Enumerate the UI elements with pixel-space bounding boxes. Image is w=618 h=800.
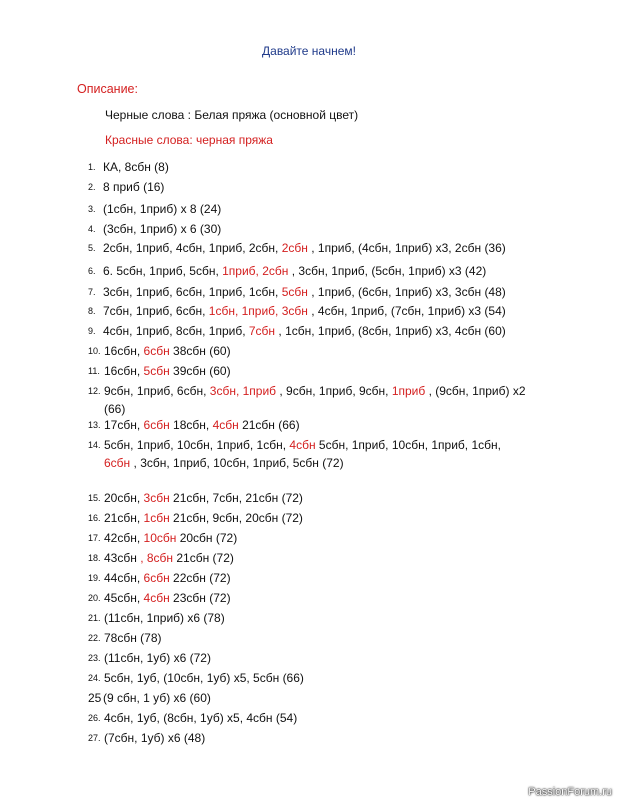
white-yarn-text: 20сбн, <box>104 491 144 505</box>
white-yarn-text: 5сбн, 1приб, 10сбн, 1приб, 1сбн, <box>315 438 501 452</box>
row-number: 5. <box>88 243 96 253</box>
row-number: 7. <box>88 287 96 297</box>
white-yarn-text: 78сбн (78) <box>104 631 162 645</box>
row-text <box>103 158 528 176</box>
row-number: 24. <box>88 673 101 683</box>
legend-red-words: Красные слова: черная пряжа <box>105 133 273 147</box>
row-number: 26. <box>88 713 101 723</box>
red-yarn-text: 1сбн, 1приб, 3сбн <box>208 304 308 318</box>
instruction-row <box>88 629 528 647</box>
row-number: 27. <box>88 733 101 743</box>
row-text <box>104 569 528 587</box>
row-text <box>104 589 528 607</box>
row-number: 9. <box>88 326 96 336</box>
white-yarn-text: 22сбн (72) <box>169 571 231 585</box>
white-yarn-text: , 9сбн, 1приб, 9сбн, <box>276 384 392 398</box>
white-yarn-text: 39сбн (60) <box>169 364 231 378</box>
row-text <box>103 322 528 340</box>
instruction-row <box>88 158 528 176</box>
instruction-row <box>88 509 528 527</box>
instruction-row <box>88 569 528 587</box>
instruction-row <box>88 709 528 727</box>
row-number: 16. <box>88 513 101 523</box>
white-yarn-text: 16сбн, <box>104 364 144 378</box>
row-text <box>103 302 528 320</box>
row-text <box>103 239 528 257</box>
white-yarn-text: (11сбн, 1уб) x6 (72) <box>104 651 211 665</box>
instruction-row <box>88 529 528 547</box>
white-yarn-text: 7сбн, 1приб, 6сбн, <box>103 304 209 318</box>
white-yarn-text: 5сбн, 1приб, 10сбн, 1приб, 1сбн, <box>104 438 290 452</box>
instruction-row <box>88 362 528 380</box>
red-yarn-text: 6сбн <box>143 418 170 432</box>
instruction-row <box>88 669 528 687</box>
white-yarn-text: (11сбн, 1приб) x6 (78) <box>104 611 225 625</box>
red-yarn-text: 5сбн <box>281 285 308 299</box>
row-text <box>103 178 528 196</box>
red-yarn-text: 4сбн <box>289 438 316 452</box>
white-yarn-text: 16сбн, <box>104 344 144 358</box>
white-yarn-text: 42сбн, <box>104 531 144 545</box>
row-number: 2. <box>88 182 96 192</box>
description-heading: Описание: <box>77 82 138 96</box>
row-number: 3. <box>88 204 96 214</box>
red-yarn-text: 10сбн <box>143 531 177 545</box>
row-text <box>104 609 528 627</box>
page-title: Давайте начнем! <box>262 44 356 58</box>
row-number: 17. <box>88 533 101 543</box>
row-text <box>104 342 528 360</box>
row-text <box>104 382 528 418</box>
row-text <box>104 529 528 547</box>
white-yarn-text: (1сбн, 1приб) x 8 (24) <box>103 202 222 216</box>
instruction-row <box>88 262 528 280</box>
white-yarn-text: 21сбн, 7сбн, 21сбн (72) <box>169 491 303 505</box>
white-yarn-text: 21сбн, <box>104 511 144 525</box>
row-number: 25 <box>88 691 102 705</box>
row-number: 10. <box>88 346 101 356</box>
row-number: 4. <box>88 224 96 234</box>
white-yarn-text: 6. 5сбн, 1приб, 5сбн, <box>103 264 223 278</box>
row-text <box>104 362 528 380</box>
instruction-row <box>88 178 528 196</box>
row-text <box>104 489 528 507</box>
white-yarn-text: 17сбн, <box>104 418 144 432</box>
instruction-row <box>88 220 528 238</box>
instruction-row <box>88 436 528 472</box>
instruction-row <box>88 322 528 340</box>
white-yarn-text: , 1приб, (4сбн, 1приб) x3, 2сбн (36) <box>307 241 506 255</box>
instruction-row <box>88 382 528 418</box>
white-yarn-text: 4сбн, 1приб, 8сбн, 1приб, <box>103 324 249 338</box>
row-number: 18. <box>88 553 101 563</box>
red-yarn-text: 4сбн <box>143 591 170 605</box>
instruction-row <box>88 283 528 301</box>
red-yarn-text: 6сбн <box>143 571 170 585</box>
row-number: 1. <box>88 162 96 172</box>
white-yarn-text: 21сбн, 9сбн, 20сбн (72) <box>169 511 303 525</box>
white-yarn-text: 44сбн, <box>104 571 144 585</box>
instruction-row <box>88 416 528 434</box>
white-yarn-text: (9 сбн, 1 уб) x6 (60) <box>103 691 211 705</box>
row-number: 14. <box>88 440 101 450</box>
legend-black-words: Черные слова : Белая пряжа (основной цвет) <box>105 108 359 122</box>
instruction-row <box>88 239 528 257</box>
white-yarn-text: 21сбн (66) <box>238 418 300 432</box>
instruction-row <box>88 689 528 707</box>
instruction-row <box>88 609 528 627</box>
white-yarn-text: 45сбн, <box>104 591 144 605</box>
row-number: 12. <box>88 386 101 396</box>
instruction-row <box>88 729 528 747</box>
row-text <box>104 436 528 472</box>
white-yarn-text: 8 приб (16) <box>103 180 165 194</box>
white-yarn-text: , 1сбн, 1приб, (8сбн, 1приб) x3, 4сбн (60) <box>275 324 506 338</box>
row-text <box>103 689 528 707</box>
white-yarn-text: (7сбн, 1уб) x6 (48) <box>104 731 206 745</box>
white-yarn-text: 5сбн, 1уб, (10сбн, 1уб) x5, 5сбн (66) <box>104 671 304 685</box>
instruction-row <box>88 200 528 218</box>
white-yarn-text: , 1приб, (6сбн, 1приб) x3, 3сбн (48) <box>307 285 506 299</box>
instruction-row <box>88 302 528 320</box>
red-yarn-text: 6сбн <box>104 456 131 470</box>
row-number: 21. <box>88 613 101 623</box>
row-text <box>103 283 528 301</box>
row-text <box>103 220 528 238</box>
white-yarn-text: , 3сбн, 1приб, 10сбн, 1приб, 5сбн (72) <box>130 456 344 470</box>
row-number: 11. <box>88 366 100 376</box>
row-number: 15. <box>88 493 101 503</box>
red-yarn-text: , 8сбн <box>140 551 174 565</box>
row-number: 13. <box>88 420 101 430</box>
row-text <box>104 416 528 434</box>
white-yarn-text: 20сбн (72) <box>176 531 238 545</box>
instruction-row <box>88 589 528 607</box>
red-yarn-text: 6сбн <box>143 344 170 358</box>
row-number: 19. <box>88 573 101 583</box>
row-text <box>104 729 528 747</box>
row-text <box>103 200 528 218</box>
row-number: 22. <box>88 633 101 643</box>
red-yarn-text: 7сбн <box>248 324 276 338</box>
red-yarn-text: 2сбн <box>281 241 308 255</box>
row-text <box>104 669 528 687</box>
red-yarn-text: 1сбн <box>143 511 170 525</box>
white-yarn-text: , 4сбн, 1приб, (7сбн, 1приб) x3 (54) <box>307 304 506 318</box>
white-yarn-text: 2сбн, 1приб, 4сбн, 1приб, 2сбн, <box>103 241 282 255</box>
red-yarn-text: 4сбн <box>212 418 239 432</box>
row-number: 20. <box>88 593 101 603</box>
white-yarn-text: (3сбн, 1приб) x 6 (30) <box>103 222 222 236</box>
watermark: PassionForum.ru <box>528 786 612 798</box>
row-text <box>104 649 528 667</box>
white-yarn-text: 4сбн, 1уб, (8сбн, 1уб) x5, 4сбн (54) <box>104 711 298 725</box>
white-yarn-text: 18сбн, <box>169 418 213 432</box>
row-text <box>104 629 528 647</box>
row-number: 8. <box>88 306 96 316</box>
row-number: 23. <box>88 653 101 663</box>
red-yarn-text: 3сбн, 1приб <box>209 384 277 398</box>
red-yarn-text: 1приб, 2сбн <box>222 264 289 278</box>
instruction-row <box>88 489 528 507</box>
white-yarn-text: 3сбн, 1приб, 6сбн, 1приб, 1сбн, <box>103 285 282 299</box>
red-yarn-text: 1приб <box>391 384 426 398</box>
instruction-row <box>88 649 528 667</box>
row-text <box>104 549 528 567</box>
white-yarn-text: , 3сбн, 1приб, (5сбн, 1приб) x3 (42) <box>288 264 487 278</box>
red-yarn-text: 5сбн <box>143 364 170 378</box>
red-yarn-text: 3сбн <box>143 491 170 505</box>
row-text <box>103 262 528 280</box>
white-yarn-text: КА, 8сбн (8) <box>103 160 169 174</box>
white-yarn-text: 21сбн (72) <box>173 551 234 565</box>
white-yarn-text: 23сбн (72) <box>169 591 231 605</box>
white-yarn-text: 9сбн, 1приб, 6сбн, <box>104 384 210 398</box>
row-text <box>104 509 528 527</box>
instruction-row <box>88 549 528 567</box>
white-yarn-text: 43сбн <box>104 551 141 565</box>
row-text <box>104 709 528 727</box>
white-yarn-text: , (9сбн, 1приб) x2 (66) <box>104 384 526 416</box>
row-number: 6. <box>88 266 96 276</box>
instruction-row <box>88 342 528 360</box>
white-yarn-text: 38сбн (60) <box>169 344 231 358</box>
